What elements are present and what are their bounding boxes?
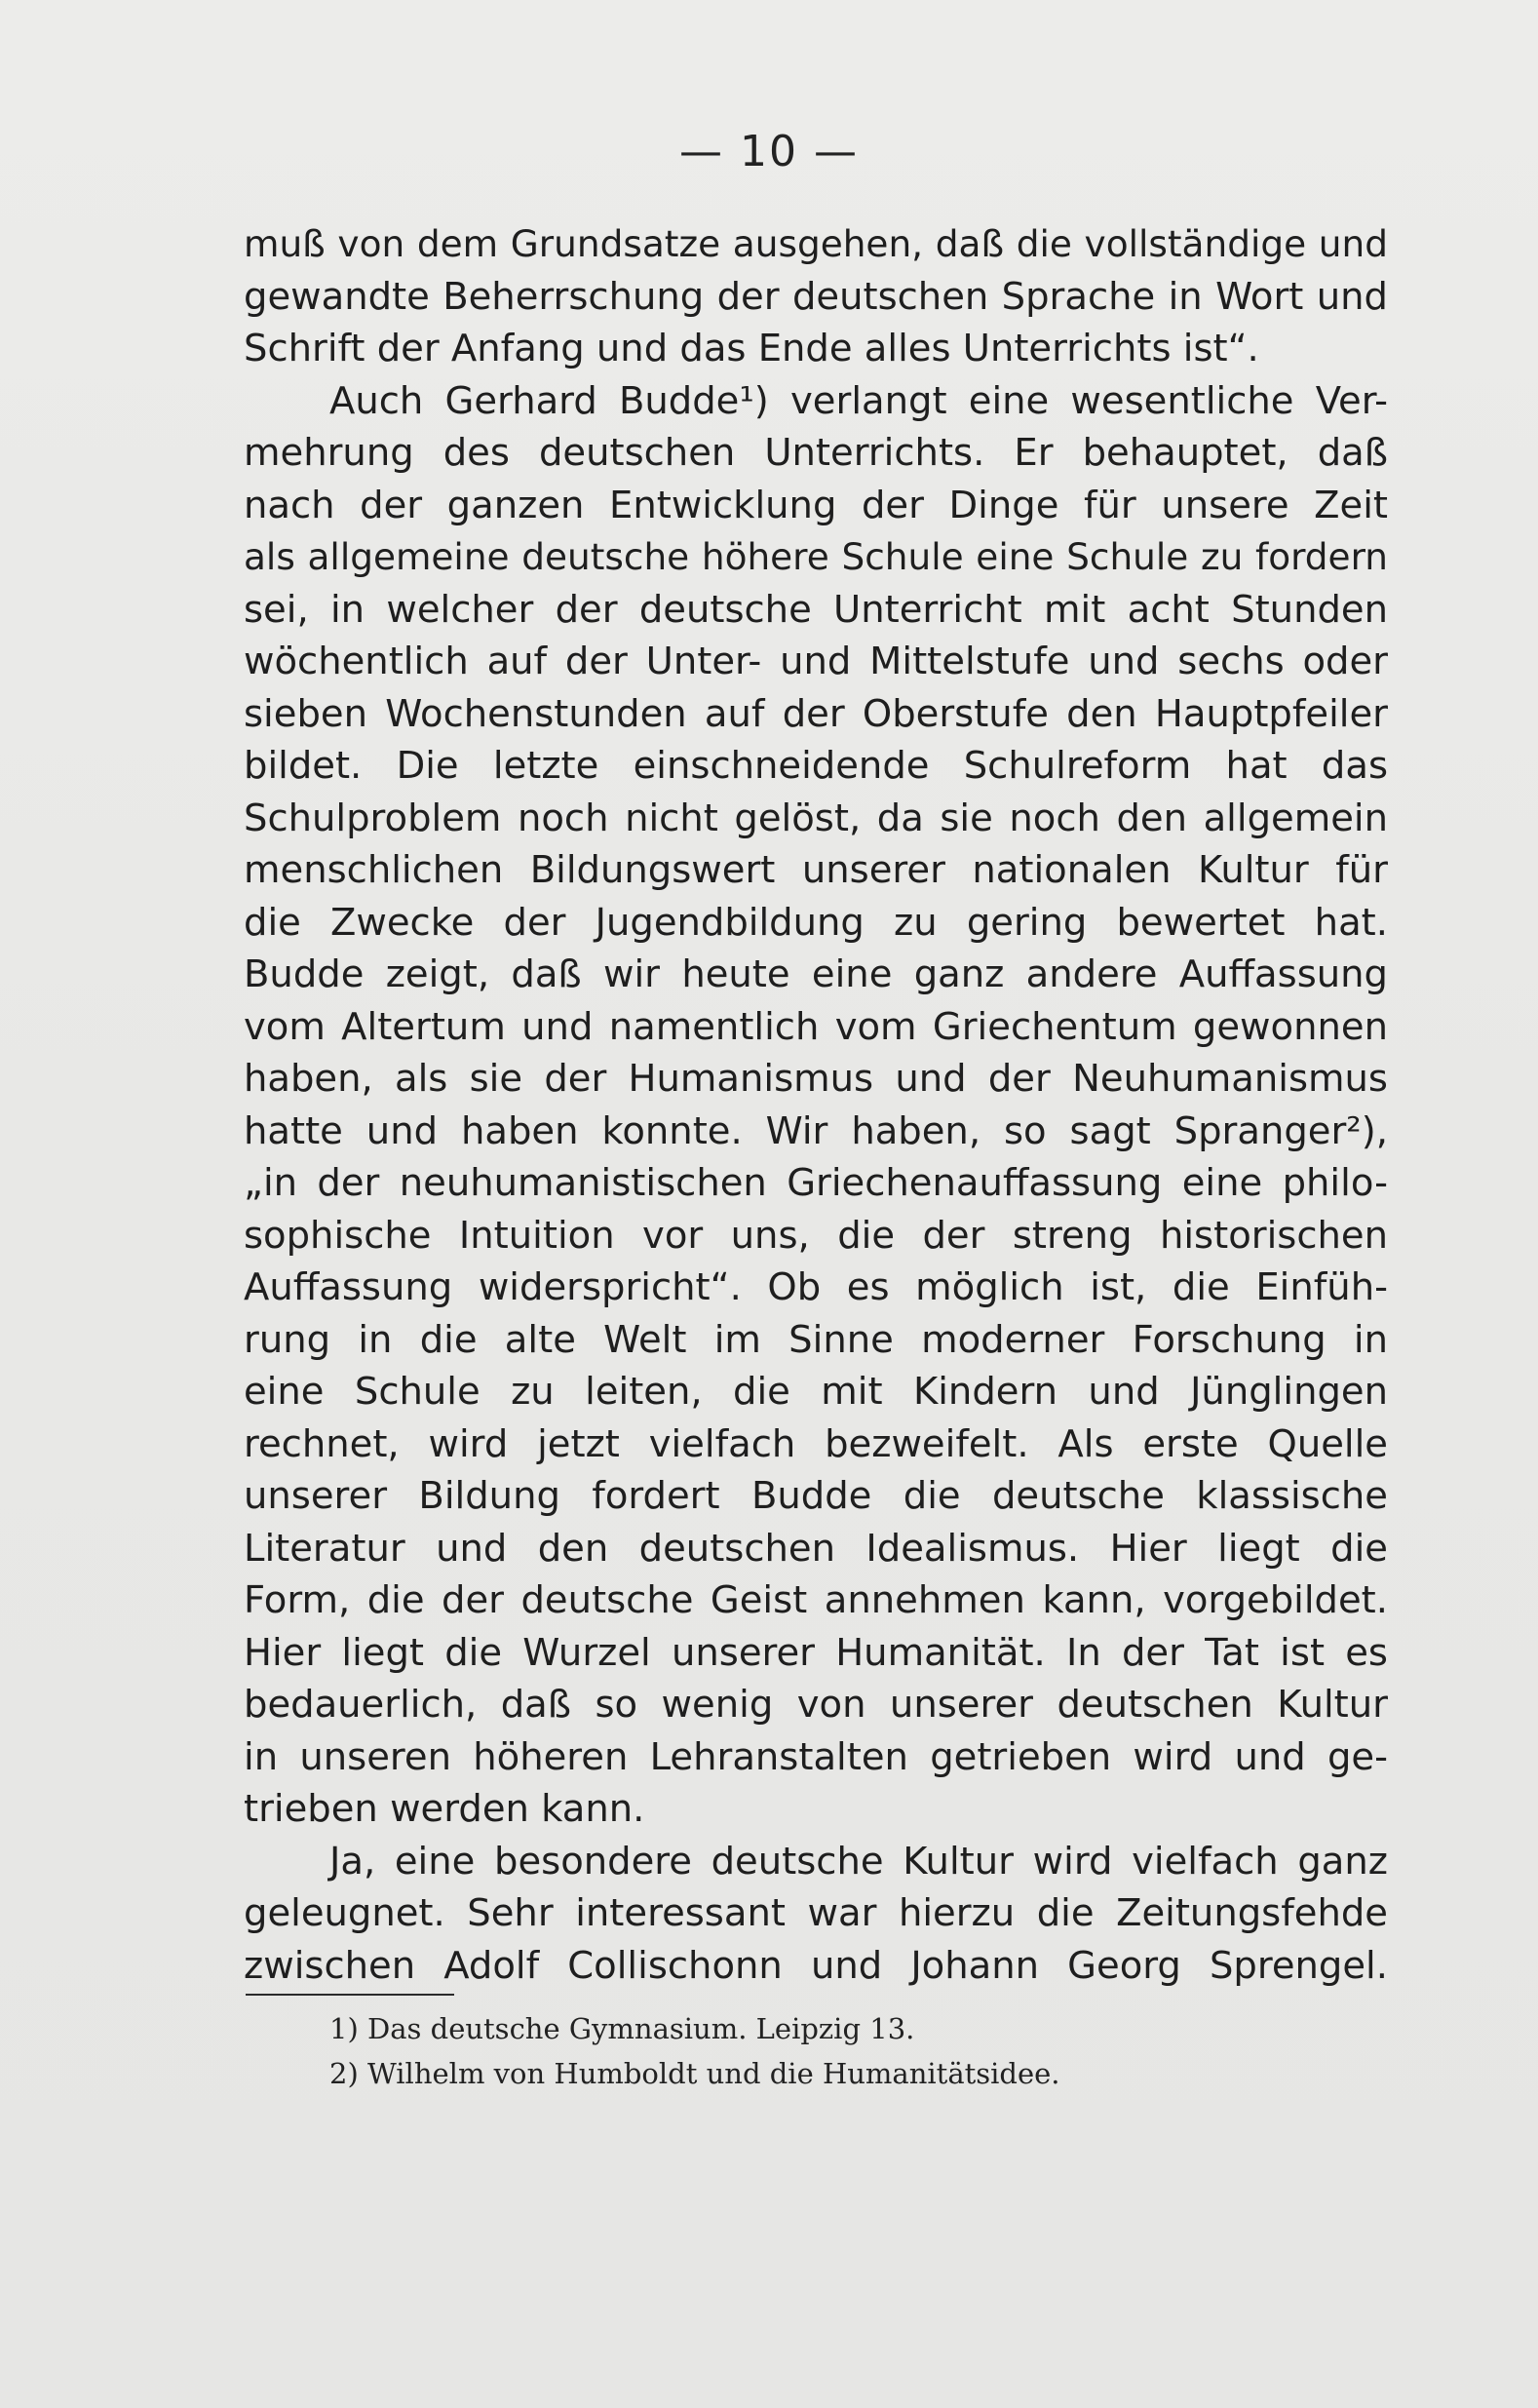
text-line: sei, in welcher der deutsche Unterricht mit acht Stunden bbox=[244, 587, 1388, 632]
text-line: vom Altertum und namentlich vom Griechentum gewonnen bbox=[244, 1004, 1388, 1049]
footnote-divider bbox=[246, 1994, 454, 1996]
text-line: gewandte Beherrschung der deutschen Sprache in Wort und bbox=[244, 274, 1388, 319]
text-line: Hier liegt die Wurzel unserer Humanität. In der Tat ist es bbox=[244, 1630, 1388, 1675]
text-line: Schrift der Anfang und das Ende alles Unterrichts ist“. bbox=[244, 327, 1259, 370]
text-line: Form, die der deutsche Geist annehmen kann, vorgebildet. bbox=[244, 1578, 1388, 1622]
body-text bbox=[244, 218, 1388, 1992]
text-line: wöchentlich auf der Unter- und Mittelstufe und sechs oder bbox=[244, 640, 1388, 683]
footnotes bbox=[329, 2006, 1304, 2096]
text-line: zwischen Adolf Collischonn und Johann Georg Sprengel. bbox=[244, 1943, 1388, 1988]
text-line: in unseren höheren Lehranstalten getrieben wird und ge- bbox=[244, 1734, 1388, 1779]
text-line: haben, als sie der Humanismus und der Neuhumanismus bbox=[244, 1057, 1388, 1101]
text-line: Budde zeigt, daß wir heute eine ganz andere Auffassung bbox=[244, 952, 1388, 996]
footnote: 1) Das deutsche Gymnasium. Leipzig 13. bbox=[329, 2012, 915, 2045]
text-line: die Zwecke der Jugendbildung zu gering bewertet hat. bbox=[244, 900, 1388, 945]
text-line: Auffassung widerspricht“. Ob es möglich ist, die Einfüh- bbox=[244, 1265, 1388, 1309]
text-line: bildet. Die letzte einschneidende Schulreform hat das bbox=[244, 744, 1388, 788]
text-line: als allgemeine deutsche höhere Schule eine Schule zu fordern bbox=[244, 535, 1388, 578]
text-line: Literatur und den deutschen Idealismus. Hier liegt die bbox=[244, 1526, 1388, 1571]
text-line: Schulproblem noch nicht gelöst, da sie noch den allgemein bbox=[244, 796, 1388, 840]
text-line: unserer Bildung fordert Budde die deutsche klassische bbox=[244, 1474, 1388, 1518]
text-line: eine Schule zu leiten, die mit Kindern und Jünglingen bbox=[244, 1370, 1388, 1414]
text-line: „in der neuhumanistischen Griechenauffassung eine philo- bbox=[244, 1161, 1388, 1205]
text-line: menschlichen Bildungswert unserer nationalen Kultur für bbox=[244, 848, 1388, 892]
text-line: rung in die alte Welt im Sinne moderner Forschung in bbox=[244, 1317, 1388, 1362]
text-line: Auch Gerhard Budde¹) verlangt eine wesentliche Ver- bbox=[329, 378, 1388, 423]
page-number: — 10 — bbox=[679, 127, 859, 176]
text-line: trieben werden kann. bbox=[244, 1787, 645, 1831]
text-line: hatte und haben konnte. Wir haben, so sagt Spranger²), bbox=[244, 1108, 1388, 1153]
text-line: muß von dem Grundsatze ausgehen, daß die vollständige und bbox=[244, 222, 1388, 265]
text-line: sieben Wochenstunden auf der Oberstufe den Hauptpfeiler bbox=[244, 691, 1388, 736]
text-line: bedauerlich, daß so wenig von unserer deutschen Kultur bbox=[244, 1683, 1388, 1727]
text-line: Ja, eine besondere deutsche Kultur wird vielfach ganz bbox=[329, 1839, 1388, 1884]
text-line: mehrung des deutschen Unterrichts. Er behauptet, daß bbox=[244, 431, 1388, 475]
text-line: rechnet, wird jetzt vielfach bezweifelt. Als erste Quelle bbox=[244, 1421, 1388, 1466]
text-line: nach der ganzen Entwicklung der Dinge für unsere Zeit bbox=[244, 483, 1388, 527]
text-line: geleugnet. Sehr interessant war hierzu die Zeitungsfehde bbox=[244, 1891, 1388, 1935]
footnote: 2) Wilhelm von Humboldt und die Humanitätsidee. bbox=[329, 2057, 1060, 2090]
text-line: sophische Intuition vor uns, die der streng historischen bbox=[244, 1213, 1388, 1258]
